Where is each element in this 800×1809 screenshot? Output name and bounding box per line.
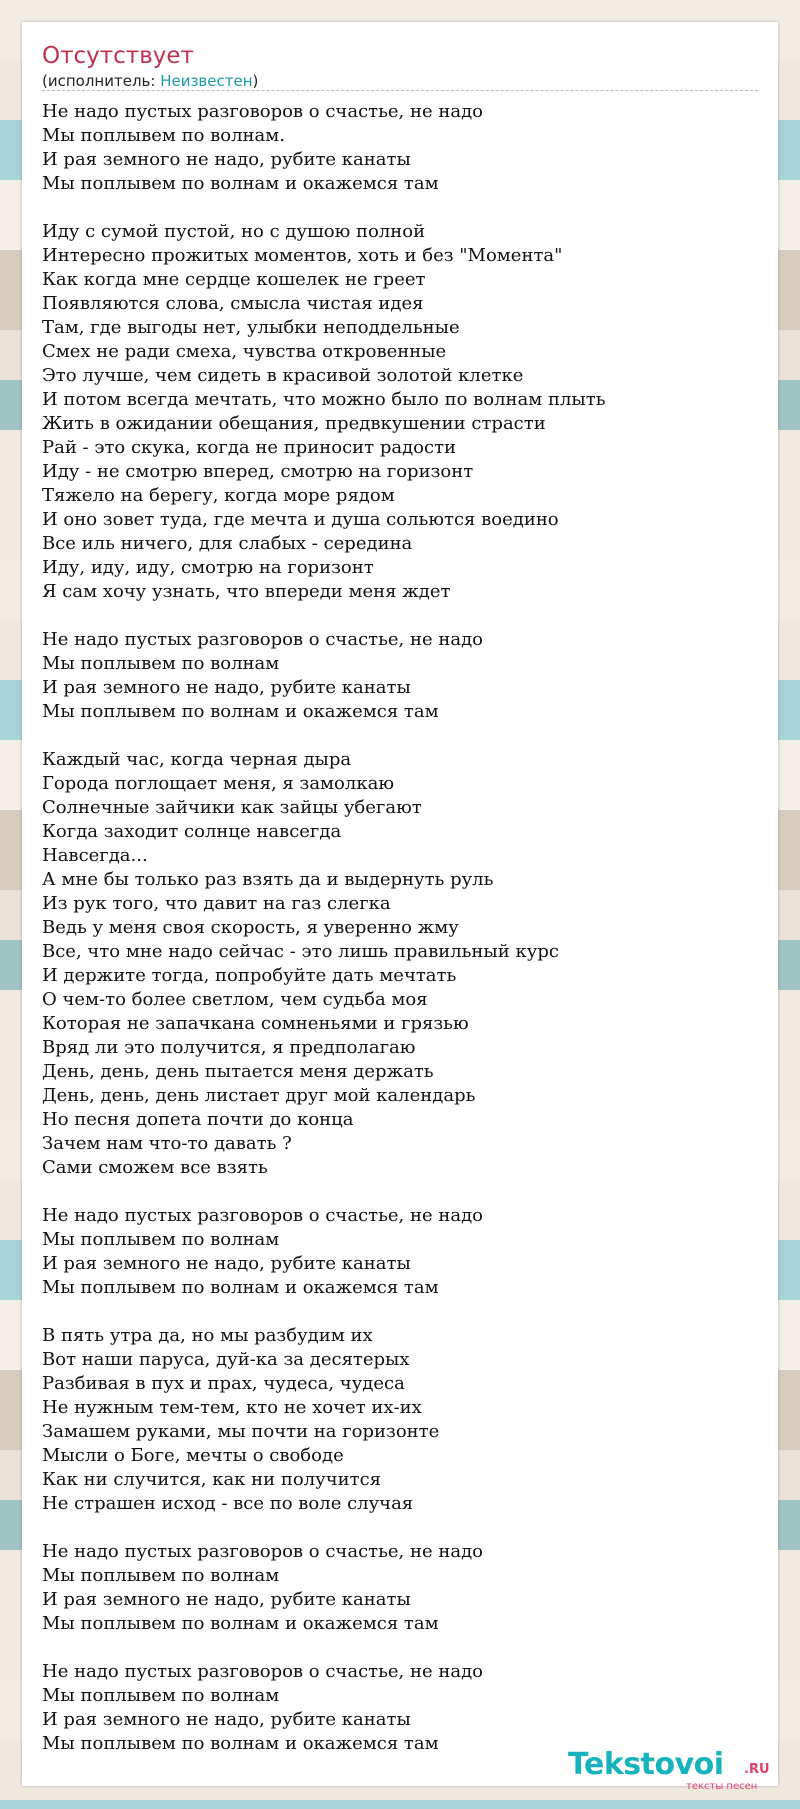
lyrics-line: И рая земного не надо, рубите канаты <box>42 677 411 698</box>
lyrics-line: Мы поплывем по волнам и окажемся там <box>42 1277 439 1298</box>
lyrics-line: Вот наши паруса, дуй-ка за десятерых <box>42 1349 410 1370</box>
lyrics-line: Навсегда... <box>42 845 148 866</box>
lyrics-line: И потом всегда мечтать, что можно было по волнам плыть <box>42 389 606 410</box>
lyrics-line: Из рук того, что давит на газ слегка <box>42 893 391 914</box>
lyrics-line: И рая земного не надо, рубите канаты <box>42 149 411 170</box>
lyrics-line: Солнечные зайчики как зайцы убегают <box>42 797 422 818</box>
lyrics-line: День, день, день листает друг мой календарь <box>42 1085 476 1106</box>
artist-link[interactable]: Неизвестен <box>160 72 253 90</box>
lyrics-line: И держите тогда, попробуйте дать мечтать <box>42 965 457 986</box>
logo-wordmark: Tekstovoi <box>568 1747 724 1782</box>
lyrics-line: А мне бы только раз взять да и выдернуть руль <box>42 869 494 890</box>
lyrics-line: Вряд ли это получится, я предполагаю <box>42 1037 416 1058</box>
lyrics-line: Я сам хочу узнать, что впереди меня ждет <box>42 581 451 602</box>
lyrics-stanza <box>42 1660 742 1756</box>
lyrics-stanza <box>42 1540 742 1636</box>
title-divider <box>42 90 758 91</box>
lyrics-line: О чем-то более светлом, чем судьба моя <box>42 989 428 1010</box>
lyrics-line: Мы поплывем по волнам и окажемся там <box>42 1733 439 1754</box>
lyrics-line: Тяжело на берегу, когда море рядом <box>42 485 395 506</box>
lyrics-line: И рая земного не надо, рубите канаты <box>42 1253 411 1274</box>
lyrics-line: Но песня допета почти до конца <box>42 1109 354 1130</box>
lyrics-line: Замашем руками, мы почти на горизонте <box>42 1421 440 1442</box>
lyrics-text <box>42 100 742 1756</box>
lyrics-line: И рая земного не надо, рубите канаты <box>42 1709 411 1730</box>
lyrics-line: Города поглощает меня, я замолкаю <box>42 773 394 794</box>
lyrics-line: Иду, иду, иду, смотрю на горизонт <box>42 557 374 578</box>
lyrics-line: Появляются слова, смысла чистая идея <box>42 293 424 314</box>
lyrics-stanza <box>42 220 742 604</box>
lyrics-line: Не надо пустых разговоров о счастье, не надо <box>42 1661 484 1682</box>
lyrics-line: Смех не ради смеха, чувства откровенные <box>42 341 447 362</box>
lyrics-line: Которая не запачкана сомненьями и грязью <box>42 1013 469 1034</box>
artist-line <box>42 71 258 91</box>
lyrics-line: Там, где выгоды нет, улыбки неподдельные <box>42 317 460 338</box>
lyrics-line: И оно зовет туда, где мечта и душа сольются воедино <box>42 509 559 530</box>
lyrics-line: Мы поплывем по волнам и окажемся там <box>42 1613 439 1634</box>
lyrics-line: Это лучше, чем сидеть в красивой золотой клетке <box>42 365 524 386</box>
artist-suffix: ) <box>252 72 259 90</box>
logo-tagline: тексты песен <box>686 1781 758 1792</box>
lyrics-line: Рай - это скука, когда не приносит радости <box>42 437 457 458</box>
lyrics-line: Каждый час, когда черная дыра <box>42 749 352 770</box>
lyrics-line: Мы поплывем по волнам <box>42 1685 280 1706</box>
lyrics-card <box>22 22 778 1792</box>
lyrics-line: Не страшен исход - все по воле случая <box>42 1493 414 1514</box>
lyrics-stanza <box>42 628 742 724</box>
lyrics-line: День, день, день пытается меня держать <box>42 1061 434 1082</box>
lyrics-line: Мысли о Боге, мечты о свободе <box>42 1445 344 1466</box>
lyrics-stanza <box>42 748 742 1180</box>
site-logo[interactable] <box>568 1748 772 1792</box>
logo-tld: .RU <box>744 1762 770 1777</box>
lyrics-stanza <box>42 1204 742 1300</box>
lyrics-line: Жить в ожидании обещания, предвкушении страсти <box>42 413 546 434</box>
artist-prefix: (исполнитель: <box>42 72 161 90</box>
lyrics-line: Разбивая в пух и прах, чудеса, чудеса <box>42 1373 405 1394</box>
lyrics-line: Не нужным тем-тем, кто не хочет их-их <box>42 1397 422 1418</box>
lyrics-line: Мы поплывем по волнам <box>42 1565 280 1586</box>
lyrics-stanza <box>42 100 742 196</box>
lyrics-line: И рая земного не надо, рубите канаты <box>42 1589 411 1610</box>
lyrics-line: Иду с сумой пустой, но с душою полной <box>42 221 426 242</box>
lyrics-line: Мы поплывем по волнам и окажемся там <box>42 173 439 194</box>
lyrics-line: Зачем нам что-то давать ? <box>42 1133 292 1154</box>
lyrics-line: Как когда мне сердце кошелек не греет <box>42 269 426 290</box>
lyrics-line: Ведь у меня своя скорость, я уверенно жму <box>42 917 459 938</box>
lyrics-line: Интересно прожитых моментов, хоть и без "Момента" <box>42 245 563 266</box>
lyrics-line: Не надо пустых разговоров о счастье, не надо <box>42 1541 484 1562</box>
lyrics-stanza <box>42 1324 742 1516</box>
lyrics-line: Иду - не смотрю вперед, смотрю на горизонт <box>42 461 474 482</box>
lyrics-line: Мы поплывем по волнам <box>42 653 280 674</box>
lyrics-line: Как ни случится, как ни получится <box>42 1469 382 1490</box>
lyrics-line: Не надо пустых разговоров о счастье, не надо <box>42 101 484 122</box>
lyrics-line: Мы поплывем по волнам и окажемся там <box>42 701 439 722</box>
lyrics-line: Не надо пустых разговоров о счастье, не надо <box>42 1205 484 1226</box>
lyrics-line: В пять утра да, но мы разбудим их <box>42 1325 373 1346</box>
lyrics-line: Мы поплывем по волнам <box>42 1229 280 1250</box>
lyrics-line: Все иль ничего, для слабых - середина <box>42 533 413 554</box>
lyrics-line: Мы поплывем по волнам. <box>42 125 285 146</box>
lyrics-line: Все, что мне надо сейчас - это лишь правильный курс <box>42 941 559 962</box>
lyrics-line: Не надо пустых разговоров о счастье, не надо <box>42 629 484 650</box>
lyrics-line: Когда заходит солнце навсегда <box>42 821 342 842</box>
lyrics-line: Сами сможем все взять <box>42 1157 268 1178</box>
song-title: Отсутствует <box>42 43 194 69</box>
